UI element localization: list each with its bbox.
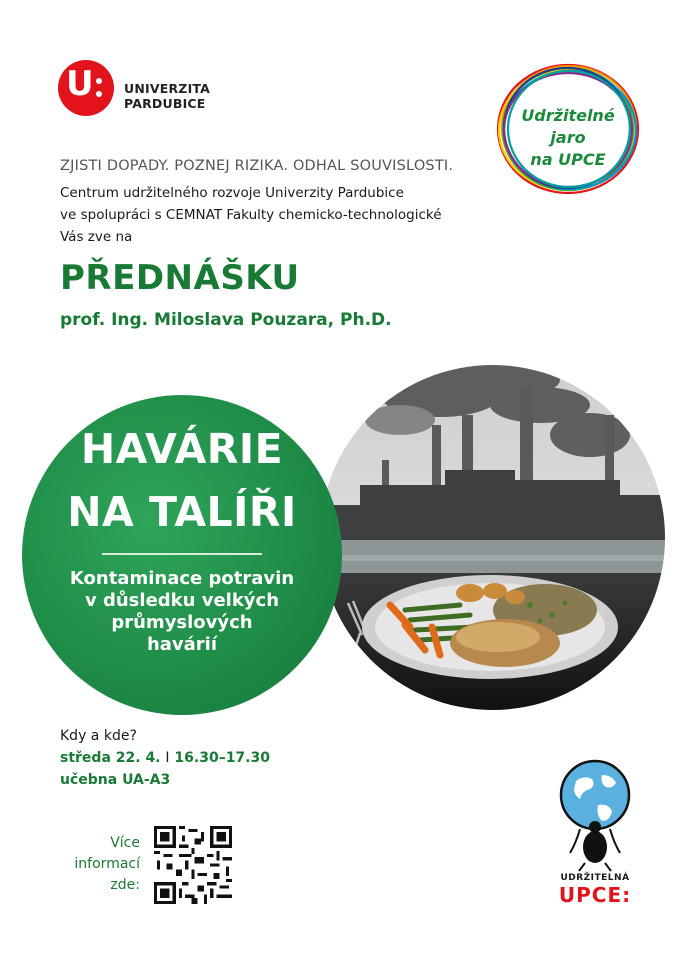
subtitle-line3: průmyslových (111, 612, 253, 633)
sustainable-upce-logo (540, 755, 650, 905)
event-room: učebna UA-A3 (60, 772, 171, 788)
badge-line2: jaro (550, 128, 586, 147)
university-logo (58, 60, 218, 120)
intro-line1: Centrum udržitelného rozvoje Univerzity Pardubice (60, 185, 404, 201)
factory-food-photo (320, 365, 665, 710)
more-info-line2: informací (74, 856, 140, 872)
event-day: středa 22. 4. (60, 750, 161, 766)
event-time: 16.30–17.30 (174, 750, 270, 766)
lecture-title-line1: HAVÁRIE (80, 425, 284, 473)
sustainable-spring-badge (492, 60, 644, 198)
lecture-subtitle (42, 568, 322, 656)
globe-figure-icon (540, 755, 650, 873)
when-where-label: Kdy a kde? (60, 728, 137, 744)
subtitle-line4: havárií (146, 634, 218, 655)
badge-line1: Udržitelné (521, 106, 615, 125)
intro-line2: ve spolupráci s CEMNAT Fakulty chemicko-technologické (60, 207, 442, 223)
factory-plate-illustration-icon (320, 365, 665, 710)
title-divider (102, 553, 262, 555)
more-info-label (50, 833, 140, 896)
lecture-heading: PŘEDNÁŠKU (60, 258, 300, 298)
badge-line3: na UPCE (530, 150, 606, 169)
tagline: ZJISTI DOPADY. POZNEJ RIZIKA. ODHAL SOUVISLOSTI. (60, 158, 454, 174)
university-name-line2: PARDUBICE (124, 96, 206, 111)
event-date-time (60, 750, 270, 766)
upce-logo-small-text: UDRŽITELNÁ (560, 873, 630, 883)
date-separator: I (165, 750, 170, 766)
subtitle-line1: Kontaminace potravin (69, 568, 295, 589)
qr-code-icon[interactable] (154, 826, 232, 904)
lecture-title-line2: NA TALÍŘI (67, 488, 297, 536)
badge-text (492, 105, 644, 171)
intro-line3: Vás zve na (60, 229, 133, 245)
subtitle-line2: v důsledku velkých (84, 590, 280, 611)
more-info-line1: Více (110, 835, 140, 851)
university-name-line1: UNIVERZITA (124, 81, 211, 96)
university-logo-mark-icon: U (58, 60, 114, 116)
speaker-name: prof. Ing. Miloslava Pouzara, Ph.D. (60, 310, 392, 330)
more-info-line3: zde: (110, 877, 140, 893)
upce-logo-wordmark: UPCE: (558, 883, 632, 907)
university-name (124, 81, 210, 111)
